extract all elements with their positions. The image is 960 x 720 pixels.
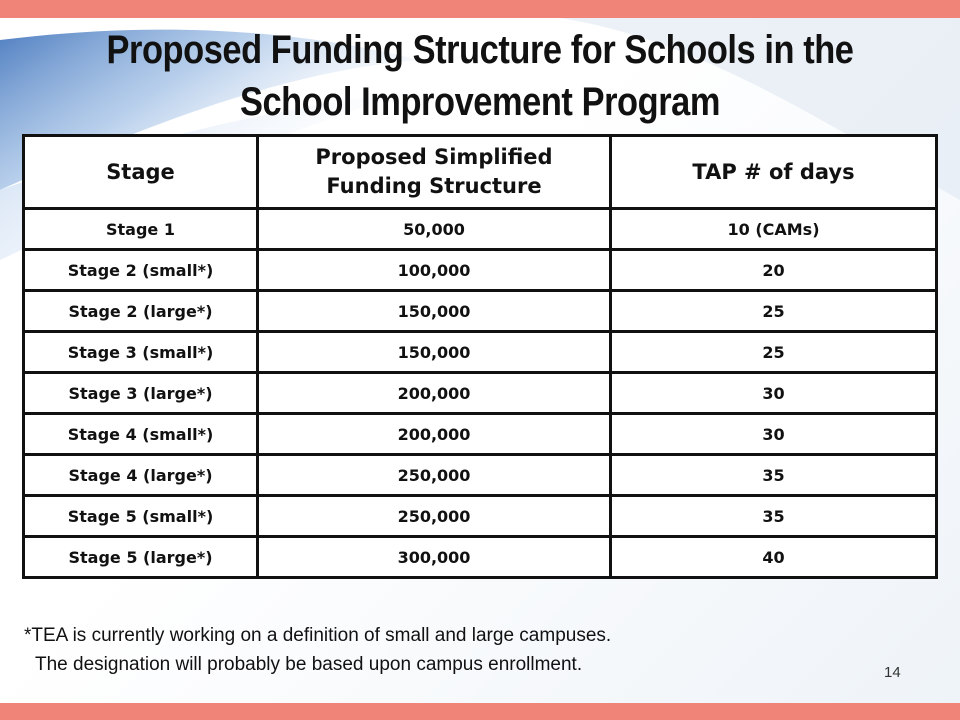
- table-row: [24, 332, 937, 373]
- cell-funding: 200,000: [258, 414, 611, 455]
- cell-stage: Stage 5 (small*): [24, 496, 258, 537]
- funding-table: [22, 134, 938, 579]
- header-days: TAP # of days: [611, 136, 937, 209]
- cell-funding: 300,000: [258, 537, 611, 578]
- cell-stage: Stage 2 (large*): [24, 291, 258, 332]
- header-funding: [258, 136, 611, 209]
- bottom-accent-bar: [0, 703, 960, 720]
- cell-days: 25: [611, 291, 937, 332]
- cell-days: 35: [611, 455, 937, 496]
- cell-days: 40: [611, 537, 937, 578]
- cell-stage: Stage 1: [24, 209, 258, 250]
- header-funding-line-2: Funding Structure: [326, 174, 542, 198]
- table-row: [24, 414, 937, 455]
- cell-funding: 50,000: [258, 209, 611, 250]
- cell-stage: Stage 4 (large*): [24, 455, 258, 496]
- cell-funding: 200,000: [258, 373, 611, 414]
- cell-funding: 150,000: [258, 332, 611, 373]
- cell-stage: Stage 3 (small*): [24, 332, 258, 373]
- table-row: [24, 373, 937, 414]
- cell-days: 10 (CAMs): [611, 209, 937, 250]
- header-stage: Stage: [24, 136, 258, 209]
- page-number: 14: [884, 664, 901, 681]
- cell-funding: 250,000: [258, 455, 611, 496]
- footnote-line-1: *TEA is currently working on a definition of small and large campuses.: [24, 625, 612, 646]
- table-header-row: [24, 136, 937, 209]
- cell-days: 20: [611, 250, 937, 291]
- footnote-line-2: The designation will probably be based upon campus enrollment.: [35, 654, 583, 675]
- table-row: [24, 291, 937, 332]
- footnote: [24, 621, 611, 679]
- cell-stage: Stage 5 (large*): [24, 537, 258, 578]
- title-line-2: School Improvement Program: [239, 80, 721, 124]
- cell-days: 25: [611, 332, 937, 373]
- table-row: [24, 537, 937, 578]
- cell-stage: Stage 2 (small*): [24, 250, 258, 291]
- table-row: [24, 209, 937, 250]
- cell-days: 30: [611, 414, 937, 455]
- cell-days: 30: [611, 373, 937, 414]
- cell-funding: 150,000: [258, 291, 611, 332]
- cell-stage: Stage 3 (large*): [24, 373, 258, 414]
- slide-title: [84, 24, 875, 128]
- cell-funding: 100,000: [258, 250, 611, 291]
- cell-stage: Stage 4 (small*): [24, 414, 258, 455]
- table-row: [24, 496, 937, 537]
- table-row: [24, 455, 937, 496]
- cell-days: 35: [611, 496, 937, 537]
- header-funding-line-1: Proposed Simplified: [315, 145, 553, 169]
- table-row: [24, 250, 937, 291]
- cell-funding: 250,000: [258, 496, 611, 537]
- title-line-1: Proposed Funding Structure for Schools in the: [106, 28, 854, 72]
